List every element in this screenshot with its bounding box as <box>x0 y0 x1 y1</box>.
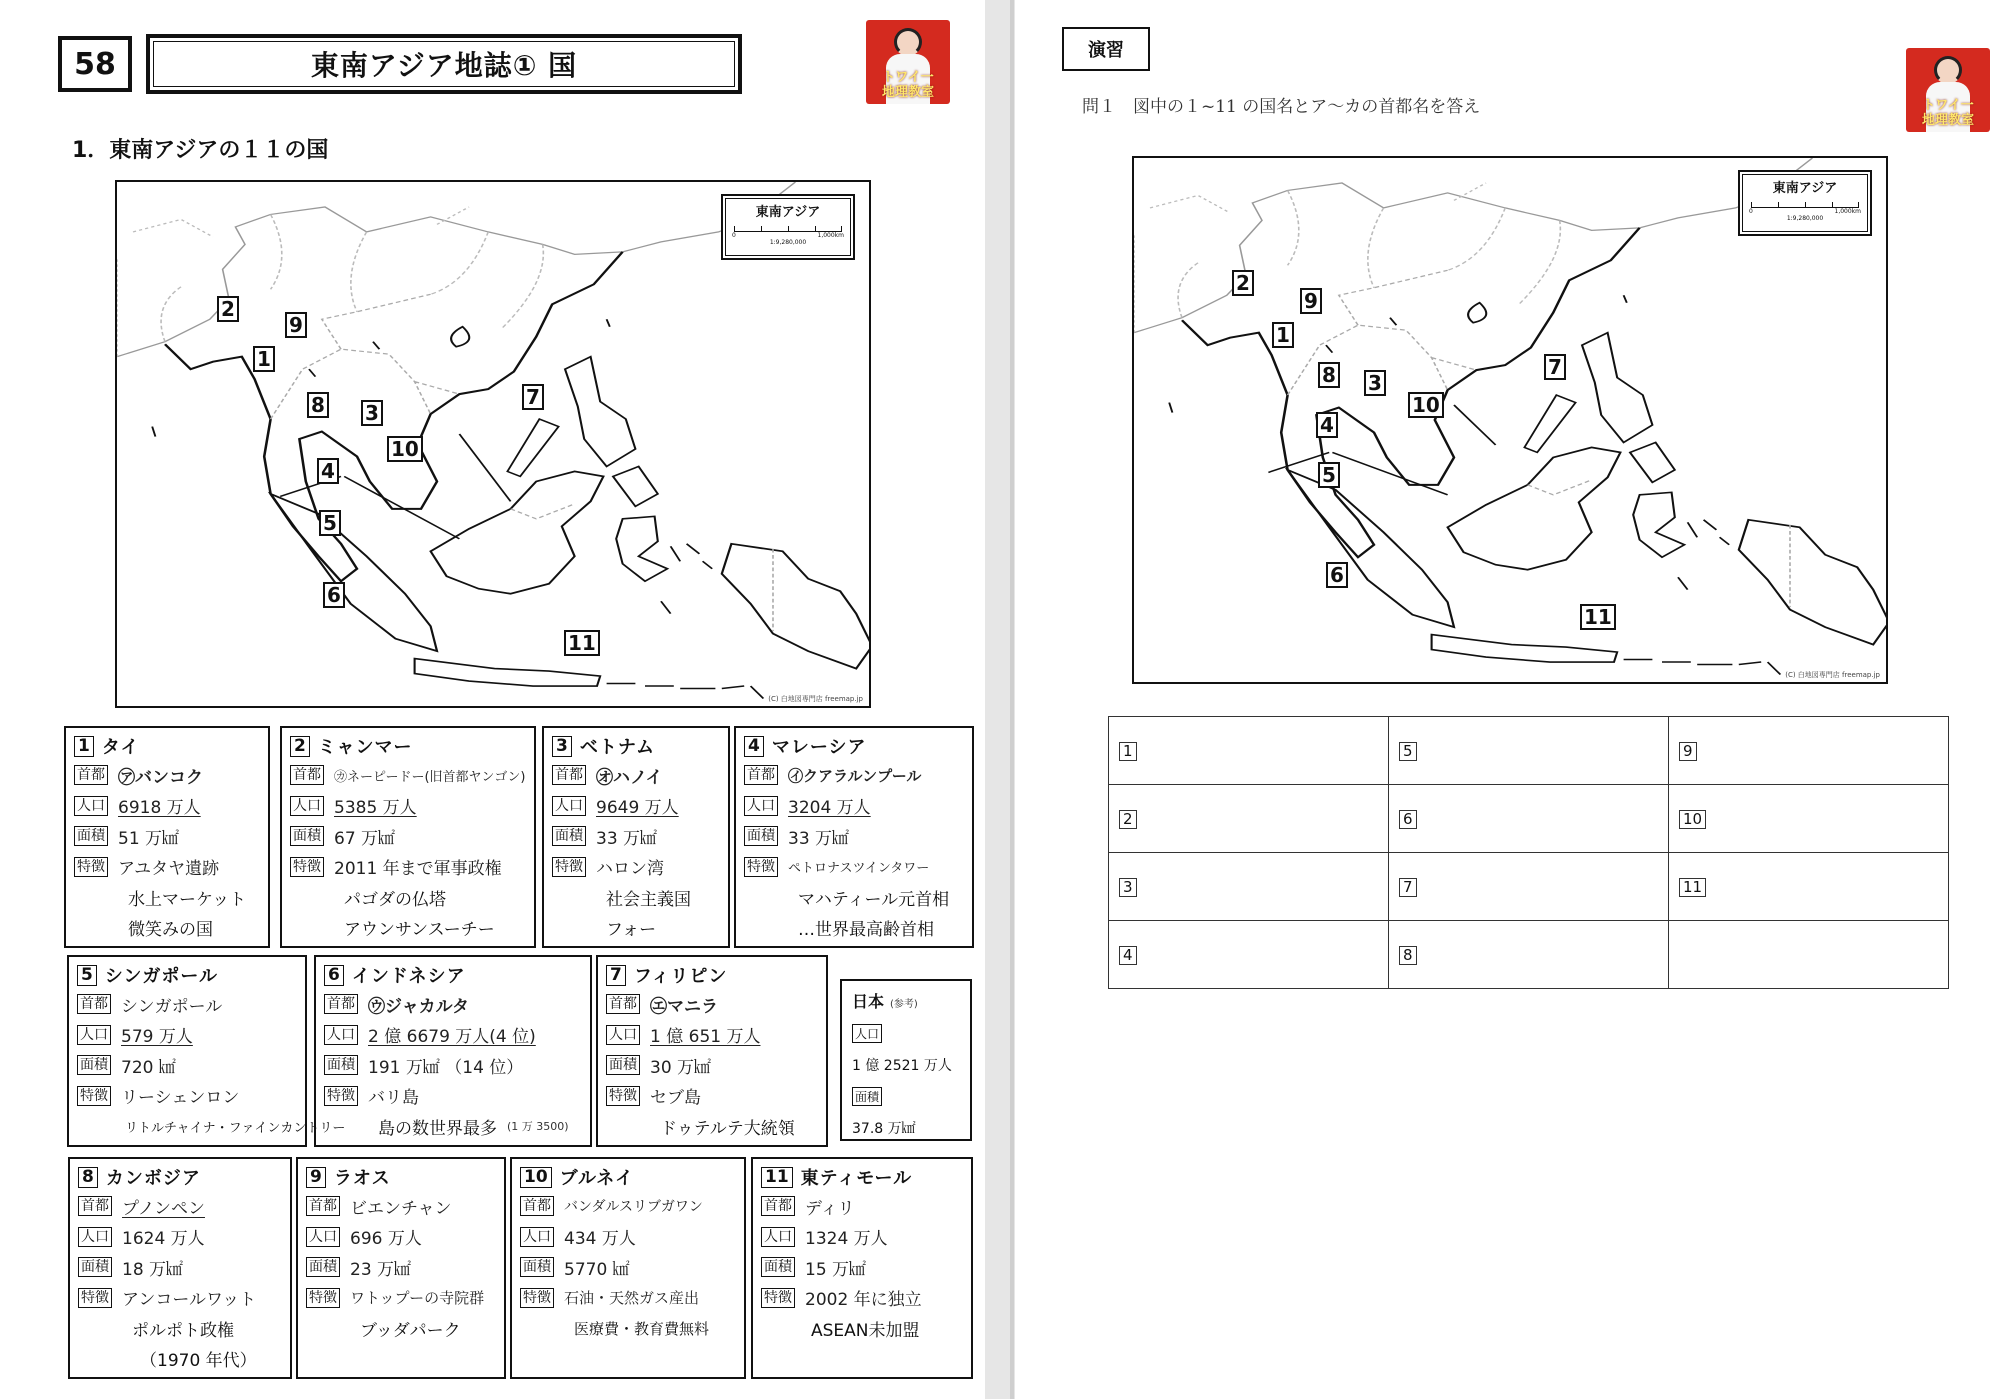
population-value: 579 万人 <box>121 1027 193 1048</box>
logo-face-icon <box>894 28 922 56</box>
country-number: 10 <box>520 1167 552 1188</box>
population-tag: 人口 <box>74 796 108 816</box>
country-number: 7 <box>606 965 626 986</box>
capital-tag: 首都 <box>290 765 324 785</box>
map-label-2: 2 <box>1232 270 1254 296</box>
map-scale <box>721 194 855 260</box>
area-value: 720 ㎢ <box>121 1057 176 1078</box>
map-scale-title: 東南アジア <box>755 205 821 220</box>
country-number: 3 <box>552 736 572 757</box>
feature-value: アユタヤ遺跡 <box>118 859 220 880</box>
map-label-10: 10 <box>387 436 423 462</box>
map-label-2: 2 <box>217 296 239 322</box>
logo-text: トワイ一 地理教室 <box>881 70 934 100</box>
area-tag: 面積 <box>324 1055 358 1075</box>
country-card-brunei <box>510 1157 746 1379</box>
area-value: 18 万㎢ <box>122 1259 184 1280</box>
scale-bar <box>734 222 842 232</box>
feature-tag: 特徴 <box>744 857 778 877</box>
answer-cell[interactable] <box>1389 717 1669 785</box>
capital-tag: 首都 <box>78 1196 112 1216</box>
area-tag: 面積 <box>552 826 586 846</box>
feature-extra: パゴダの仏塔 <box>344 889 446 910</box>
answer-cell[interactable] <box>1109 853 1389 921</box>
feature-value: リーシェンロン <box>121 1088 240 1109</box>
answer-number: 2 <box>1119 810 1137 829</box>
population-value: 3204 万人 <box>788 798 871 819</box>
area-tag: 面積 <box>306 1257 340 1277</box>
answer-cell[interactable] <box>1389 785 1669 853</box>
population-value: 9649 万人 <box>596 798 679 819</box>
feature-extra: リトルチャイナ・ファインカントリー <box>125 1120 346 1136</box>
answer-cell[interactable] <box>1109 921 1389 989</box>
population-tag: 人口 <box>761 1227 795 1247</box>
answer-cell[interactable] <box>1669 921 1949 989</box>
exercise-label: 演習 <box>1062 27 1150 71</box>
scale-start: 0 <box>732 232 736 239</box>
table-row <box>1109 853 1949 921</box>
feature-extra: 水上マーケット <box>128 889 247 910</box>
answer-cell[interactable] <box>1109 717 1389 785</box>
country-name: マレーシア <box>771 737 867 758</box>
feature-value: ペトロナスツインタワー <box>788 861 930 877</box>
map-label-5: 5 <box>319 510 341 536</box>
section-heading: 1．東南アジアの１１の国 <box>72 138 329 163</box>
capital-value: ㋐バンコク <box>118 767 203 788</box>
answer-number: 8 <box>1399 946 1417 965</box>
feature-extra: ドゥテルテ大統領 <box>660 1118 795 1139</box>
area-value: 5770 ㎢ <box>564 1259 630 1280</box>
population-value: 696 万人 <box>350 1229 422 1250</box>
map-label-4: 4 <box>1316 412 1338 438</box>
capital-value: ㋔ハノイ <box>596 767 663 788</box>
map-label-4: 4 <box>317 458 339 484</box>
japan-title: 日本 <box>852 992 885 1011</box>
capital-value: ディリ <box>805 1198 855 1219</box>
country-number: 5 <box>77 965 97 986</box>
feature-extra: フォー <box>606 920 657 941</box>
feature-extra: 社会主義国 <box>606 889 691 910</box>
area-value: 33 万㎢ <box>788 828 850 849</box>
country-number: 6 <box>324 965 344 986</box>
feature-extra: （1970 年代） <box>140 1351 257 1372</box>
logo-face-icon <box>1934 56 1962 84</box>
capital-tag: 首都 <box>520 1196 554 1216</box>
map-scale-title: 東南アジア <box>1772 181 1838 196</box>
feature-extra: 島の数世界最多 <box>378 1118 497 1139</box>
logo <box>866 20 950 104</box>
japan-area-value: 37.8 万㎢ <box>852 1121 916 1137</box>
answer-cell[interactable] <box>1109 785 1389 853</box>
capital-value: ビエンチャン <box>350 1198 452 1219</box>
area-value: 191 万㎢ （14 位） <box>368 1057 524 1078</box>
map-label-11: 11 <box>564 630 600 656</box>
country-number: 1 <box>74 736 94 757</box>
area-tag: 面積 <box>74 826 108 846</box>
area-tag: 面積 <box>78 1257 112 1277</box>
country-card-malaysia <box>734 726 974 948</box>
scale-start: 0 <box>1749 208 1753 215</box>
table-row <box>1109 717 1949 785</box>
country-name: ベトナム <box>579 737 655 758</box>
map-label-9: 9 <box>285 312 307 338</box>
map-label-6: 6 <box>1326 562 1348 588</box>
capital-tag: 首都 <box>306 1196 340 1216</box>
japan-ref: (参考) <box>890 999 918 1010</box>
map-label-5: 5 <box>1318 462 1340 488</box>
map-label-11: 11 <box>1580 604 1616 630</box>
page-number: 58 <box>58 36 132 92</box>
feature-tag: 特徴 <box>290 857 324 877</box>
capital-tag: 首都 <box>761 1196 795 1216</box>
table-row <box>1109 921 1949 989</box>
capital-value: プノンペン <box>122 1198 205 1219</box>
area-tag: 面積 <box>290 826 324 846</box>
scale-bar <box>1751 198 1859 208</box>
answer-number: 9 <box>1679 742 1697 761</box>
population-value: 1 億 651 万人 <box>650 1027 761 1048</box>
map-label-3: 3 <box>361 400 383 426</box>
country-number: 11 <box>761 1167 793 1188</box>
feature-extra: 微笑みの国 <box>128 920 213 941</box>
answer-number: 4 <box>1119 946 1137 965</box>
map-label-10: 10 <box>1408 392 1444 418</box>
country-name: インドネシア <box>351 966 466 987</box>
table-row <box>1109 785 1949 853</box>
area-tag: 面積 <box>77 1055 111 1075</box>
question-text: 問１ 図中の１~11 の国名とア～カの首都名を答え <box>1082 97 1481 117</box>
population-tag: 人口 <box>520 1227 554 1247</box>
logo-right <box>1906 48 1990 132</box>
area-tag: 面積 <box>761 1257 795 1277</box>
country-card-thailand <box>64 726 270 948</box>
answer-number: 5 <box>1399 742 1417 761</box>
capital-tag: 首都 <box>77 994 111 1014</box>
population-tag: 人口 <box>306 1227 340 1247</box>
scale-ratio: 1:9,280,000 <box>1786 215 1824 222</box>
area-tag: 面積 <box>744 826 778 846</box>
capital-tag: 首都 <box>744 765 778 785</box>
japan-population-value: 1 億 2521 万人 <box>852 1058 952 1074</box>
map-scale <box>1738 170 1872 236</box>
capital-tag: 首都 <box>74 765 108 785</box>
capital-value: ㋓マニラ <box>650 996 718 1017</box>
feature-value: セブ島 <box>650 1088 701 1109</box>
southeast-asia-map <box>115 180 871 708</box>
feature-tag: 特徴 <box>77 1086 111 1106</box>
answer-cell[interactable] <box>1389 853 1669 921</box>
feature-extra: ASEAN未加盟 <box>811 1320 920 1341</box>
logo-text: トワイ一 地理教室 <box>1921 98 1974 128</box>
answer-number: 10 <box>1679 810 1706 829</box>
answer-number: 7 <box>1399 878 1417 897</box>
answer-cell[interactable] <box>1669 785 1949 853</box>
area-value: 33 万㎢ <box>596 828 658 849</box>
answer-cell[interactable] <box>1389 921 1669 989</box>
answer-number: 3 <box>1119 878 1137 897</box>
worksheet-page-left <box>0 0 985 1399</box>
population-tag: 人口 <box>78 1227 112 1247</box>
feature-tag: 特徴 <box>78 1288 112 1308</box>
population-tag: 人口 <box>744 796 778 816</box>
population-value: 2 億 6679 万人(4 位) <box>368 1027 536 1048</box>
country-name: シンガポール <box>104 966 219 987</box>
answer-number: 1 <box>1119 742 1137 761</box>
map-label-9: 9 <box>1300 288 1322 314</box>
area-value: 15 万㎢ <box>805 1259 867 1280</box>
area-value: 51 万㎢ <box>118 828 180 849</box>
feature-extra: アウンサンスーチー <box>344 920 495 941</box>
map-label-3: 3 <box>1364 370 1386 396</box>
capital-tag: 首都 <box>606 994 640 1014</box>
country-name: カンボジア <box>105 1168 201 1189</box>
feature-tag: 特徴 <box>761 1288 795 1308</box>
feature-value: 2002 年に独立 <box>805 1290 922 1311</box>
population-tag: 人口 <box>77 1025 111 1045</box>
feature-tag: 特徴 <box>606 1086 640 1106</box>
capital-value: ㋕ネーピードー(旧首都ヤンゴン) <box>334 769 526 785</box>
population-value: 6918 万人 <box>118 798 201 819</box>
answer-table <box>1108 716 1949 989</box>
country-name: フィリピン <box>633 966 728 987</box>
population-value: 434 万人 <box>564 1229 636 1250</box>
map-outline <box>1134 158 1886 682</box>
exercise-map <box>1132 156 1888 684</box>
feature-extra-note: (1 万 3500) <box>507 1120 569 1134</box>
feature-value: アンコールワット <box>122 1290 257 1311</box>
map-label-1: 1 <box>253 346 275 372</box>
japan-reference-box <box>840 979 972 1141</box>
area-value: 67 万㎢ <box>334 828 396 849</box>
population-tag: 人口 <box>552 796 586 816</box>
capital-value: ㋑クアラルンプール <box>788 766 922 785</box>
country-number: 8 <box>78 1167 98 1188</box>
feature-tag: 特徴 <box>324 1086 358 1106</box>
japan-area-tag: 面積 <box>852 1087 882 1106</box>
country-card-indonesia <box>314 955 592 1147</box>
map-label-7: 7 <box>522 384 544 410</box>
page-title: 東南アジア地誌① 国 <box>153 41 735 87</box>
feature-value: ワトップーの寺院群 <box>350 1289 485 1308</box>
country-card-east-timor <box>751 1157 973 1379</box>
map-copyright: (C) 白地図専門店 freemap.jp <box>1785 671 1880 679</box>
feature-value: 2011 年まで軍事政権 <box>334 859 502 880</box>
country-number: 2 <box>290 736 310 757</box>
map-label-7: 7 <box>1544 354 1566 380</box>
capital-value: バンダルスリブガワン <box>564 1199 703 1216</box>
area-value: 23 万㎢ <box>350 1259 412 1280</box>
map-label-1: 1 <box>1272 322 1294 348</box>
answer-cell[interactable] <box>1669 853 1949 921</box>
feature-tag: 特徴 <box>306 1288 340 1308</box>
feature-extra: ポルポト政権 <box>132 1320 234 1341</box>
feature-value: 石油・天然ガス産出 <box>564 1289 700 1308</box>
scale-end: 1,000km <box>817 232 844 239</box>
country-name: タイ <box>101 737 140 758</box>
population-tag: 人口 <box>606 1025 640 1045</box>
capital-tag: 首都 <box>324 994 358 1014</box>
country-card-cambodia <box>68 1157 292 1379</box>
answer-number: 11 <box>1679 878 1706 897</box>
scale-end: 1,000km <box>1834 208 1861 215</box>
population-value: 5385 万人 <box>334 798 417 819</box>
country-card-philippines <box>596 955 828 1147</box>
map-copyright: (C) 白地図専門店 freemap.jp <box>768 695 863 703</box>
map-label-8: 8 <box>307 392 329 418</box>
country-name: ミャンマー <box>317 737 413 758</box>
feature-extra: …世界最高齢首相 <box>798 920 934 941</box>
scale-ratio: 1:9,280,000 <box>769 239 807 246</box>
country-number: 9 <box>306 1167 326 1188</box>
population-value: 1324 万人 <box>805 1229 888 1250</box>
country-card-vietnam <box>542 726 730 948</box>
country-name: ブルネイ <box>559 1168 635 1189</box>
country-card-singapore <box>67 955 346 1147</box>
feature-tag: 特徴 <box>74 857 108 877</box>
area-tag: 面積 <box>606 1055 640 1075</box>
feature-extra: マハティール元首相 <box>798 889 950 910</box>
answer-cell[interactable] <box>1669 717 1949 785</box>
map-label-6: 6 <box>323 582 345 608</box>
feature-tag: 特徴 <box>520 1288 554 1308</box>
country-name: ラオス <box>333 1168 391 1189</box>
country-card-myanmar <box>280 726 536 948</box>
japan-population-tag: 人口 <box>852 1024 882 1043</box>
capital-value: シンガポール <box>121 996 223 1017</box>
population-tag: 人口 <box>324 1025 358 1045</box>
feature-value: バリ島 <box>368 1088 419 1109</box>
capital-value: ㋒ジャカルタ <box>368 996 469 1017</box>
feature-value: ハロン湾 <box>596 859 664 880</box>
page-title-box <box>146 34 742 94</box>
feature-tag: 特徴 <box>552 857 586 877</box>
answer-number: 6 <box>1399 810 1417 829</box>
feature-extra: 医療費・教育費無料 <box>574 1319 710 1338</box>
area-tag: 面積 <box>520 1257 554 1277</box>
map-outline <box>117 182 869 706</box>
capital-tag: 首都 <box>552 765 586 785</box>
population-tag: 人口 <box>290 796 324 816</box>
population-value: 1624 万人 <box>122 1229 205 1250</box>
area-value: 30 万㎢ <box>650 1057 712 1078</box>
country-card-laos <box>296 1157 506 1379</box>
feature-extra: ブッダパーク <box>360 1320 461 1341</box>
map-label-8: 8 <box>1318 362 1340 388</box>
country-number: 4 <box>744 736 764 757</box>
country-name: 東ティモール <box>800 1168 913 1189</box>
